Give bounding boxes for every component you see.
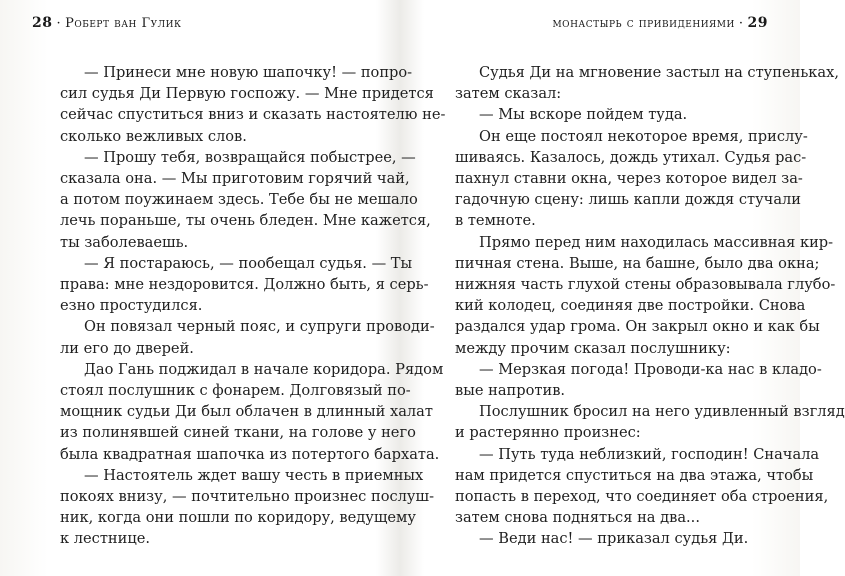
text-line: — Настоятель ждет вашу честь в приемных (84, 466, 424, 484)
text-line: и растерянно произнес: (455, 424, 641, 442)
text-line: лечь пораньше, ты очень бледен. Мне кажется, (60, 212, 431, 230)
right-body-text (455, 62, 845, 550)
text-line: Прямо перед ним находилась массивная кир- (479, 233, 834, 251)
text-line: Послушник бросил на него удивленный взгляд (479, 403, 845, 421)
left-author-name: Роберт ван Гулик (65, 16, 182, 31)
text-line: нам придется спуститься на два этажа, чтобы (455, 466, 814, 484)
text-line: Дао Гань поджидал в начале коридора. Рядом (84, 360, 444, 378)
right-page-number: 29 (747, 15, 768, 31)
text-line: Судья Ди на мгновение застыл на ступеньках, (479, 64, 839, 81)
text-line: — Путь туда неблизкий, господин! Сначала (479, 445, 820, 463)
text-line: Он повязал черный пояс, и супруги проводи- (84, 318, 435, 336)
text-line: сейчас спуститься вниз и сказать настоятелю не- (60, 106, 446, 124)
text-line: ты заболеваешь. (60, 233, 189, 251)
text-line: в темноте. (455, 212, 536, 230)
text-line: из полинявшей синей ткани, на голове у него (60, 424, 416, 442)
right-page (400, 0, 845, 576)
text-line: ли его до дверей. (60, 339, 194, 357)
text-line: попасть в переход, что соединяет оба строения, (455, 488, 829, 506)
text-line: сил судья Ди Первую госпожу. — Мне придется (60, 85, 434, 103)
right-head-separator: · (738, 16, 744, 31)
text-line: затем сказал: (455, 85, 562, 103)
text-line: затем снова подняться на два... (455, 509, 700, 527)
text-line: стоял послушник с фонарем. Долговязый по- (60, 382, 411, 400)
text-line: а потом поужинаем здесь. Тебе бы не мешало (60, 191, 418, 209)
text-line: кий колодец, соединяя две постройки. Снова (455, 297, 806, 315)
text-line: — Мы вскоре пойдем туда. (479, 106, 688, 124)
text-line: пахнул ставни окна, через которое видел за- (455, 170, 803, 188)
left-page-number: 28 (32, 15, 53, 31)
text-line: — Я постараюсь, — пообещал судья. — Ты (84, 254, 413, 272)
left-head-separator: · (56, 16, 62, 31)
text-line: сказала она. — Мы приготовим горячий чай, (60, 170, 410, 188)
text-line: шиваясь. Казалось, дождь утихал. Судья рас- (455, 148, 807, 166)
text-line: к лестнице. (60, 530, 151, 548)
text-line: гадочную сцену: лишь капли дождя стучали (455, 191, 802, 209)
text-line: вые напротив. (455, 382, 566, 400)
left-running-head (32, 15, 181, 31)
text-line: Он еще постоял некоторое время, прислу- (479, 127, 808, 145)
text-line: — Веди нас! — приказал судья Ди. (479, 530, 749, 548)
text-line: ник, когда они пошли по коридору, ведущему (60, 509, 417, 527)
text-line: пичная стена. Выше, на башне, было два окна; (455, 254, 820, 272)
text-line: — Мерзкая погода! Проводи-ка нас в кладо- (479, 360, 822, 378)
text-line: покоях внизу, — почтительно произнес послуш- (60, 488, 435, 506)
text-line: езно простудился. (60, 297, 203, 315)
text-line: между прочим сказал послушнику: (455, 339, 731, 357)
text-line: нижняя часть глухой стены образовывала глубо- (455, 276, 836, 294)
text-line: — Прошу тебя, возвращайся побыстрее, — (84, 148, 416, 166)
text-line: раздался удар грома. Он закрыл окно и как бы (455, 318, 820, 336)
right-running-head (552, 15, 768, 31)
text-line: мощник судьи Ди был облачен в длинный халат (60, 403, 433, 421)
right-book-title: монастырь с привидениями (552, 16, 735, 31)
text-line: права: мне нездоровится. Должно быть, я серь- (60, 276, 429, 294)
text-line: сколько вежливых слов. (60, 127, 247, 145)
text-line: — Принеси мне новую шапочку! — попро- (84, 64, 413, 81)
left-body-text (60, 62, 446, 550)
text-line: была квадратная шапочка из потертого бархата. (60, 445, 440, 463)
